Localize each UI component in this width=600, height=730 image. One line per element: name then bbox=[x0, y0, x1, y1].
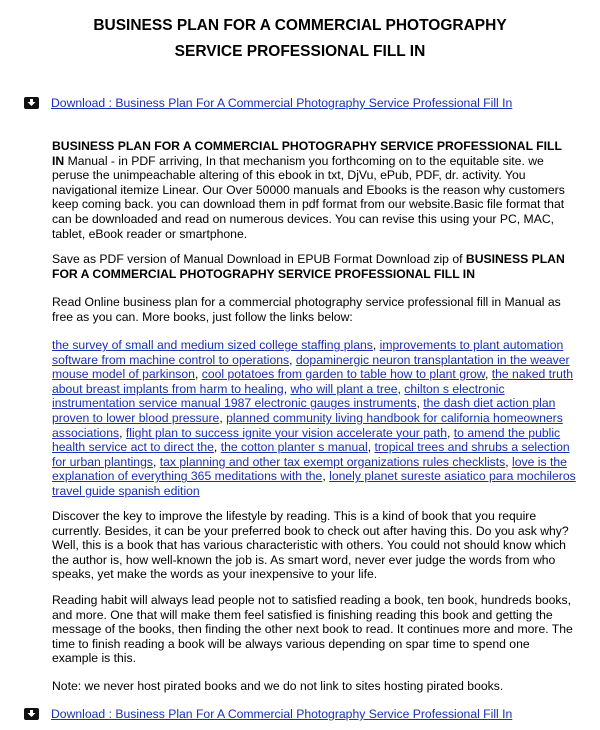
related-link[interactable]: cool potatoes from garden to table how to plant grow bbox=[201, 367, 485, 382]
related-link[interactable]: the naked truth about breast implants from harm to healing bbox=[52, 367, 574, 396]
related-link[interactable]: tax planning and other tax exempt organizations rules checklists bbox=[159, 454, 506, 469]
discover-text: Discover the key to improve the lifestyle by reading. This is a kind of book that you require currently. Besides, it can be your preferred book to check out after having this. Do you ask why? Well, this is a book that has various characteristic with others. You could not should know which the author is, how well-known the job is. As smart word, never ever judge the words from who speaks, yet make the words as your inexpensive to your life. bbox=[52, 509, 569, 582]
title-line-1: BUSINESS PLAN FOR A COMMERCIAL PHOTOGRAPHY bbox=[93, 17, 507, 34]
download-link-top[interactable]: Download : Business Plan For A Commercial Photography Service Professional Fill In bbox=[51, 96, 513, 110]
intro-bold: BUSINESS PLAN FOR A COMMERCIAL PHOTOGRAPHY SERVICE PROFESSIONAL FILL IN bbox=[52, 139, 562, 168]
note-text: Note: we never host pirated books and we do not link to sites hosting pirated books. bbox=[52, 679, 504, 693]
related-link[interactable]: dopaminergic neuron transplantation in the weaver mouse model of parkinson bbox=[52, 352, 570, 382]
related-link[interactable]: planned community living handbook for california homeowners associations bbox=[52, 410, 563, 440]
related-link[interactable]: the dash diet action plan proven to lower blood pressure bbox=[52, 396, 556, 425]
download-row-top bbox=[24, 95, 512, 111]
read-online-text: Read Online business plan for a commercial photography service professional fill in Manual as free as you can. More books, just follow the links below: bbox=[52, 295, 561, 324]
download-icon[interactable] bbox=[24, 708, 39, 720]
related-link[interactable]: improvements to plant automation software from machine control to operations bbox=[52, 338, 564, 367]
intro-paragraph bbox=[52, 139, 577, 241]
intro-text: Manual - in PDF arriving, In that mechanism you forthcoming on to the equitable site. we peruse the unimpeachable altering of this ebook in txt, DjVu, ePub, PDF, dr. activity. You navigational itemize Linear. Our Over 50000 manuals and Ebooks is the reason why customers keep coming back. you can download them in pdf format from our website.Basic file format that can be downloaded and read on numerous devices. You can revise this using your PC, MAC, tablet, eBook reader or smartphone. bbox=[52, 153, 565, 241]
related-link[interactable]: love is the explanation of everything 365 meditations with the bbox=[52, 454, 567, 484]
related-link[interactable]: chilton s electronic instrumentation service manual 1987 electronic gauges instruments bbox=[52, 381, 505, 411]
title-line-2: SERVICE PROFESSIONAL FILL IN bbox=[174, 43, 426, 60]
document-title bbox=[0, 13, 600, 65]
related-link[interactable]: to amend the public health service act to direct the bbox=[52, 425, 561, 455]
related-link[interactable]: tropical trees and shrubs a selection for urban plantings bbox=[52, 440, 570, 469]
download-icon[interactable] bbox=[24, 97, 39, 109]
read-online-paragraph bbox=[52, 295, 577, 324]
related-link[interactable]: the cotton planter s manual bbox=[220, 440, 368, 455]
related-link[interactable]: flight plan to success ignite your vision accelerate your path bbox=[125, 425, 447, 440]
download-row-bottom bbox=[24, 706, 512, 722]
related-link[interactable]: who will plant a tree bbox=[290, 381, 398, 396]
save-as-text: Save as PDF version of Manual Download in EPUB Format Download zip of bbox=[52, 252, 466, 266]
related-link[interactable]: lonely planet sureste asiatico para mochileros travel guide spanish edition bbox=[52, 469, 576, 498]
reading-habit-paragraph bbox=[52, 593, 577, 666]
note-paragraph bbox=[52, 679, 577, 694]
reading-habit-text: Reading habit will always lead people not to satisfied reading a book, ten book, hundreds books, and more. One that will make them feel satisfied is finishing reading this book and getting the message of the books, then finding the other next book to read. It continues more and more. The time to finish reading a book will be always various depending on spar time to spend one example is this. bbox=[52, 593, 573, 666]
save-as-bold: BUSINESS PLAN FOR A COMMERCIAL PHOTOGRAPHY SERVICE PROFESSIONAL FILL IN bbox=[52, 252, 565, 281]
related-links: the survey of small and medium sized college staffing plans, improvements to plant automation software from machine control to operations, dopaminergic neuron transplantation in the weaver mouse model of parkinson, cool potatoes from garden to table how to plant grow, the naked truth about breast implants from harm to healing, who will plant a tree, chilton s electronic instrumentation service manual 1987 electronic gauges instruments, the dash diet action plan proven to lower blood pressure, planned community living handbook for california homeowners associations, flight plan to success ignite your vision accelerate your path, to amend the public health service act to direct the, the cotton planter s manual, tropical trees and shrubs a selection for urban plantings, tax planning and other tax exempt organizations rules checklists, love is the explanation of everything 365 meditations with the, lonely planet sureste asiatico para mochileros travel guide spanish edition bbox=[52, 338, 576, 498]
related-link[interactable]: the survey of small and medium sized college staffing plans bbox=[52, 338, 373, 352]
discover-paragraph bbox=[52, 509, 577, 582]
download-link-bottom[interactable]: Download : Business Plan For A Commercial Photography Service Professional Fill In bbox=[51, 707, 513, 721]
save-as-paragraph bbox=[52, 252, 577, 281]
